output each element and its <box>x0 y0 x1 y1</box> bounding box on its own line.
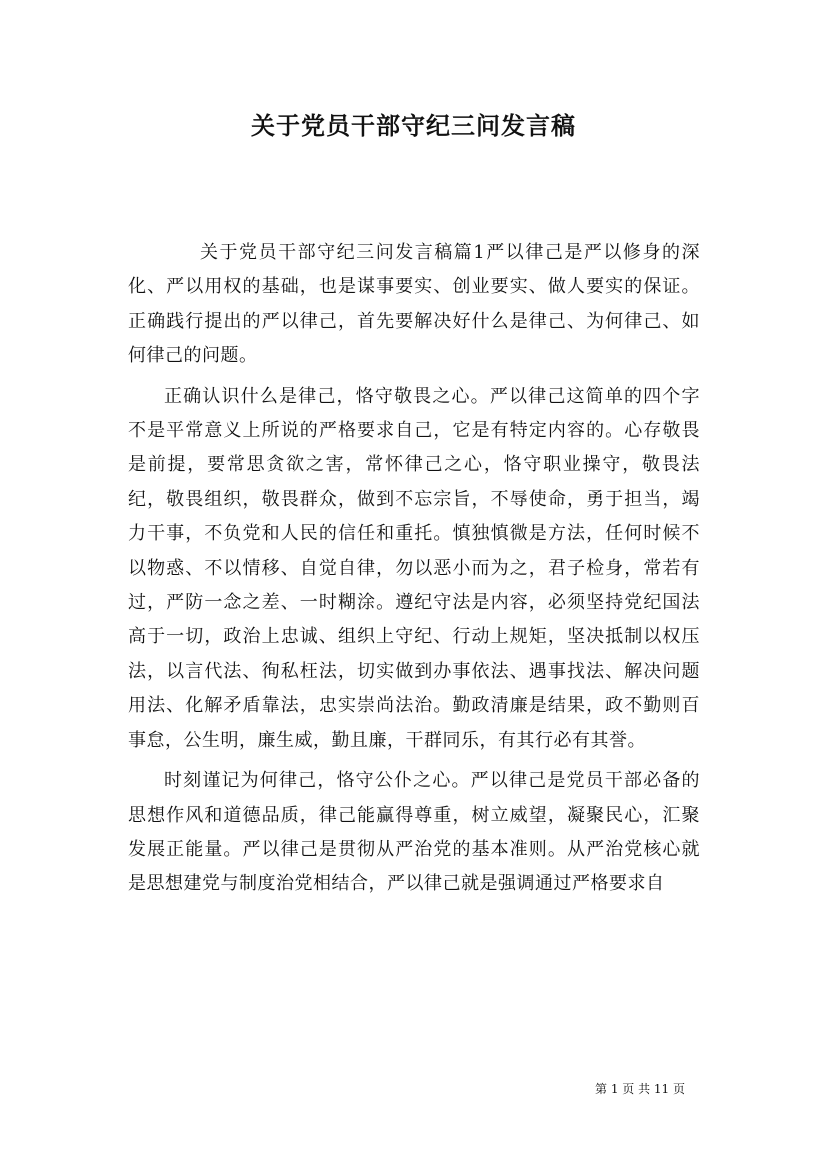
document-title: 关于党员干部守纪三问发言稿 <box>251 111 576 140</box>
paragraph-1: 关于党员干部守纪三问发言稿篇1严以律己是严以修身的深化、严以用权的基础，也是谋事要实、创业要实、做人要实的保证。正确践行提出的严以律己，首先要解决好什么是律己、为何律己、如何律己的问题。 <box>128 242 700 367</box>
paragraph-3: 时刻谨记为何律己，恪守公仆之心。严以律己是党员干部必备的思想作风和道德品质，律己能赢得尊重，树立威望，凝聚民心，汇聚发展正能量。严以律己是贯彻从严治党的基本准则。从严治党核心就是思想建党与制度治党相结合，严以律己就是强调通过严格要求自 <box>128 770 700 895</box>
document-body <box>128 236 700 908</box>
paragraph-2: 正确认识什么是律己，恪守敬畏之心。严以律己这简单的四个字不是平常意义上所说的严格要求自己，它是有特定内容的。心存敬畏是前提，要常思贪欲之害，常怀律己之心，恪守职业操守，敬畏法纪，敬畏组织，敬畏群众，做到不忘宗旨，不辱使命，勇于担当，竭力干事，不负党和人民的信任和重托。慎独慎微是方法，任何时候不以物惑、不以情移、自觉自律，勿以恶小而为之，君子检身，常若有过，严防一念之差、一时糊涂。遵纪守法是内容，必须坚持党纪国法高于一切，政治上忠诚、组织上守纪、行动上规矩，坚决抵制以权压法，以言代法、徇私枉法，切实做到办事依法、遇事找法、解决问题用法、化解矛盾靠法，忠实崇尚法治。勤政清廉是结果，政不勤则百事怠，公生明，廉生威，勤且廉，干群同乐，有其行必有其誉。 <box>128 385 700 751</box>
page-number-footer: 第 1 页 共 11 页 <box>595 1082 685 1096</box>
